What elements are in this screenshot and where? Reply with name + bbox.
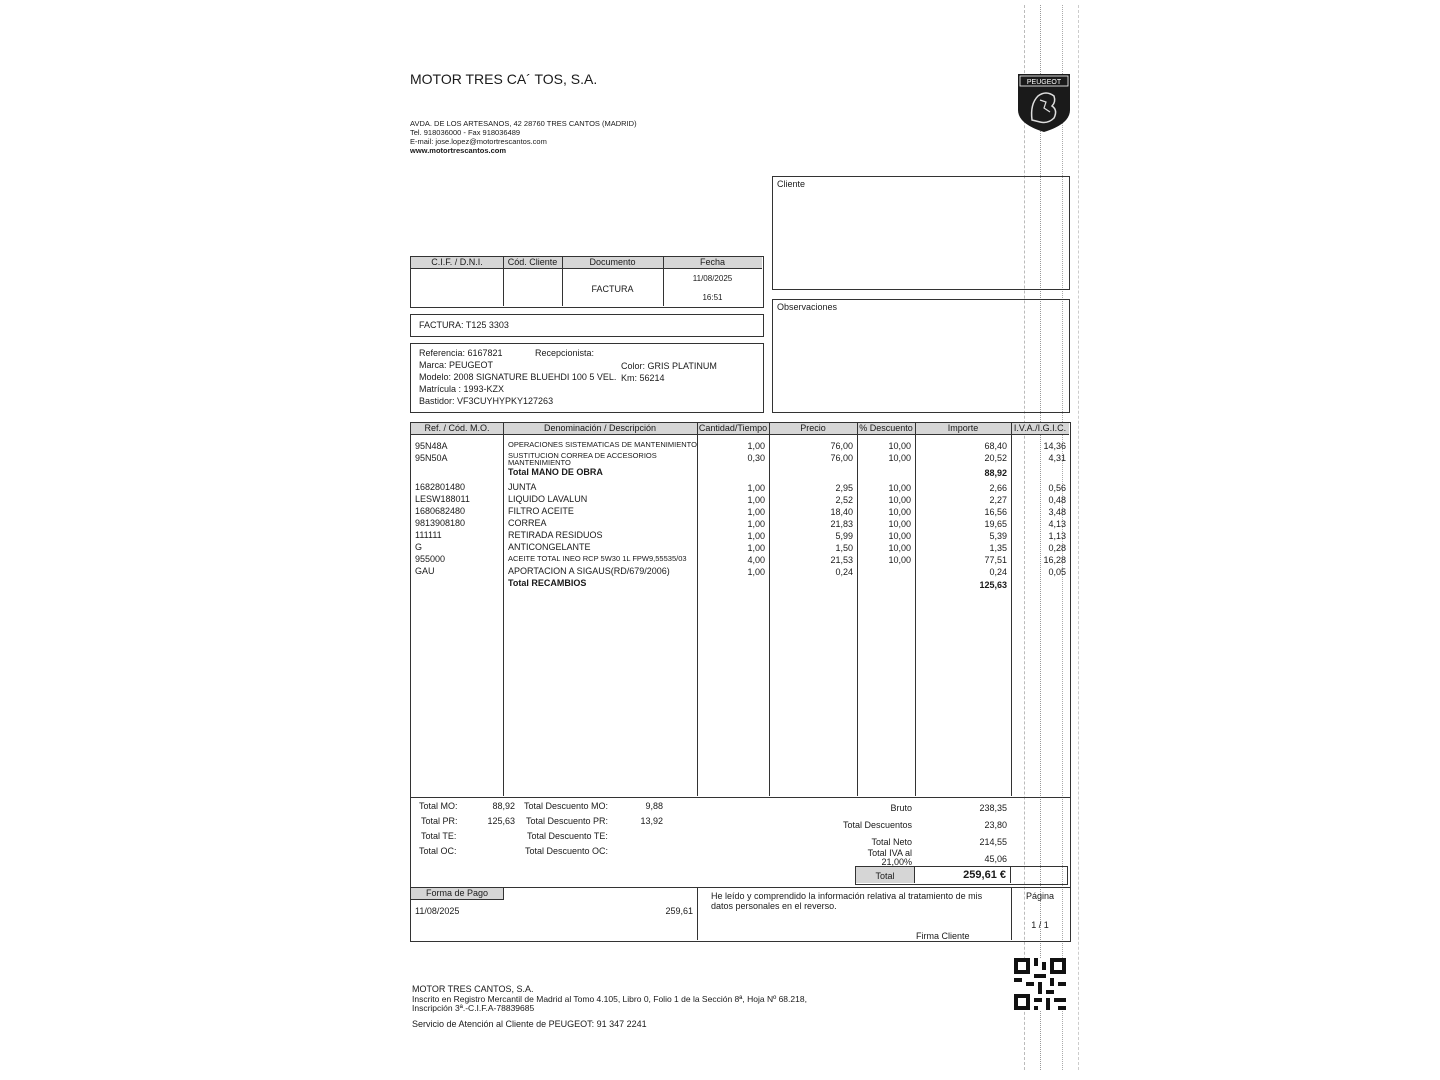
document-type: FACTURA xyxy=(591,284,634,294)
row-10-importe: 0,24 xyxy=(989,567,1007,577)
total-pr-value: 125,63 xyxy=(487,816,515,826)
grand-total-row xyxy=(855,866,1068,885)
qr-code xyxy=(1014,958,1066,1010)
company-email[interactable]: E-mail: jose.lopez@motortrescantos.com xyxy=(410,137,547,146)
row-4-importe: 2,27 xyxy=(989,495,1007,505)
row-1-desc-pct: 10,00 xyxy=(888,453,911,463)
vehicle-color: Color: GRIS PLATINUM xyxy=(621,361,717,371)
desc-oc-label: Total Descuento OC: xyxy=(525,846,609,856)
row-5-cant: 1,00 xyxy=(747,507,765,517)
company-name: MOTOR TRES CA´ TOS, S.A. xyxy=(410,71,598,87)
row-5-desc: FILTRO ACEITE xyxy=(508,506,574,516)
vehicle-referencia: Referencia: 6167821 xyxy=(419,348,503,358)
document-time: 16:51 xyxy=(702,293,723,302)
iva-label-2: 21,00% xyxy=(881,857,912,867)
totals-box xyxy=(410,797,1071,888)
row-0-desc: OPERACIONES SISTEMATICAS DE MANTENIMIENTO xyxy=(508,440,697,449)
privacy-notice: He leído y comprendido la información relativa al tratamiento de mis datos personales en el reverso. xyxy=(711,891,983,911)
header-fecha: Fecha xyxy=(699,257,725,267)
row-0-ref: 95N48A xyxy=(415,441,448,451)
scan-artifact xyxy=(1078,5,1080,1070)
total-pr-label: Total PR: xyxy=(421,816,458,826)
vehicle-recepcionista: Recepcionista: xyxy=(535,348,595,358)
row-2-importe: 88,92 xyxy=(984,468,1007,478)
neto-value: 214,55 xyxy=(979,837,1007,847)
row-8-desc-pct: 10,00 xyxy=(888,543,911,553)
items-table xyxy=(410,422,1071,798)
col-header-desc: Denominación / Descripción xyxy=(543,423,657,433)
footer-company: MOTOR TRES CANTOS, S.A. xyxy=(412,984,534,994)
row-3-desc: JUNTA xyxy=(508,482,537,492)
neto-label: Total Neto xyxy=(871,837,912,847)
row-5-iva: 3,48 xyxy=(1048,507,1066,517)
row-10-precio: 0,24 xyxy=(835,567,853,577)
payment-date: 11/08/2025 xyxy=(415,906,460,916)
header-cif: C.I.F. / D.N.I. xyxy=(431,257,483,267)
row-6-precio: 21,83 xyxy=(830,519,853,529)
col-header-iva: I.V.A./I.G.I.C. xyxy=(1013,423,1067,433)
total-mo-label: Total MO: xyxy=(419,801,458,811)
row-8-ref: G xyxy=(415,542,423,552)
col-header-ref: Ref. / Cód. M.O. xyxy=(424,423,490,433)
row-8-desc: ANTICONGELANTE xyxy=(508,542,591,552)
row-7-iva: 1,13 xyxy=(1048,531,1066,541)
row-8-iva: 0,28 xyxy=(1048,543,1066,553)
row-6-cant: 1,00 xyxy=(747,519,765,529)
row-9-iva: 16,28 xyxy=(1043,555,1066,565)
desc-mo-label: Total Descuento MO: xyxy=(524,801,609,811)
col-header-importe: Importe xyxy=(947,423,979,433)
row-9-desc: ACEITE TOTAL INEO RCP 5W30 1L FPW9,55535/03 xyxy=(508,554,687,563)
footer-registro: Inscrito en Registro Mercantil de Madrid al Tomo 4.105, Libro 0, Folio 1 de la Sección 8ª, Hoja Nº 68.218, xyxy=(412,994,807,1004)
footer-servicio: Servicio de Atención al Cliente de PEUGEOT: 91 347 2241 xyxy=(412,1019,647,1029)
desc-pr-value: 13,92 xyxy=(640,816,663,826)
row-9-cant: 4,00 xyxy=(747,555,765,565)
row-10-desc: APORTACION A SIGAUS(RD/679/2006) xyxy=(508,566,670,576)
iva-value: 45,06 xyxy=(984,854,1007,864)
row-8-precio: 1,50 xyxy=(835,543,853,553)
row-7-desc: RETIRADA RESIDUOS xyxy=(508,530,603,540)
row-7-ref: 111111 xyxy=(415,530,442,540)
row-3-desc-pct: 10,00 xyxy=(888,483,911,493)
row-10-cant: 1,00 xyxy=(747,567,765,577)
vehicle-km: Km: 56214 xyxy=(621,373,665,383)
row-1-importe: 20,52 xyxy=(984,453,1007,463)
descuentos-label: Total Descuentos xyxy=(842,820,912,830)
payment-label: Forma de Pago xyxy=(411,888,504,900)
vehicle-matricula: Matrícula : 1993-KZX xyxy=(419,384,505,394)
row-1-precio: 76,00 xyxy=(830,453,853,463)
header-documento: Documento xyxy=(589,257,636,267)
desc-pr-label: Total Descuento PR: xyxy=(526,816,609,826)
row-9-importe: 77,51 xyxy=(984,555,1007,565)
firma-cliente-label: Firma Cliente xyxy=(916,931,970,941)
iva-label-1: Total IVA al xyxy=(867,848,912,858)
row-8-importe: 1,35 xyxy=(989,543,1007,553)
row-1-desc: SUSTITUCION CORREA DE ACCESORIOS MANTENIMIENTO xyxy=(508,451,657,467)
pagina-value: 1 / 1 xyxy=(1031,920,1049,930)
row-4-desc-pct: 10,00 xyxy=(888,495,911,505)
row-10-ref: GAU xyxy=(415,566,435,576)
company-address: AVDA. DE LOS ARTESANOS, 42 28760 TRES CANTOS (MADRID) xyxy=(410,119,637,128)
observaciones-box xyxy=(772,299,1070,413)
row-8-cant: 1,00 xyxy=(747,543,765,553)
vehicle-bastidor: Bastidor: VF3CUYHYPKY127263 xyxy=(419,396,554,406)
grand-total-value: 259,61 € xyxy=(963,869,1006,881)
row-6-desc: CORREA xyxy=(508,518,547,528)
row-3-iva: 0,56 xyxy=(1048,483,1066,493)
row-3-ref: 1682801480 xyxy=(415,482,466,492)
col-header-descuento: % Descuento xyxy=(859,423,913,433)
row-1-cant: 0,30 xyxy=(747,453,765,463)
row-6-importe: 19,65 xyxy=(984,519,1007,529)
row-11-importe: 125,63 xyxy=(979,580,1007,590)
row-9-desc-pct: 10,00 xyxy=(888,555,911,565)
vehicle-info-box xyxy=(410,343,764,413)
row-0-precio: 76,00 xyxy=(830,441,853,451)
vehicle-marca: Marca: PEUGEOT xyxy=(419,360,494,370)
row-10-iva: 0,05 xyxy=(1048,567,1066,577)
footer-inscripcion: Inscripción 3ª.-C.I.F.A-78839685 xyxy=(412,1003,535,1013)
pagina-label: Página xyxy=(1025,891,1055,901)
header-cod-cliente: Cód. Cliente xyxy=(507,257,558,267)
invoice-number: FACTURA: T125 3303 xyxy=(419,320,509,330)
row-3-cant: 1,00 xyxy=(747,483,765,493)
descuentos-value: 23,80 xyxy=(984,820,1007,830)
vehicle-modelo: Modelo: 2008 SIGNATURE BLUEHDI 100 5 VEL. xyxy=(419,372,617,382)
row-4-desc: LIQUIDO LAVALUN xyxy=(508,494,588,504)
payment-amount: 259,61 xyxy=(665,906,693,916)
row-5-desc-pct: 10,00 xyxy=(888,507,911,517)
observaciones-label: Observaciones xyxy=(777,302,838,312)
row-3-precio: 2,95 xyxy=(835,483,853,493)
row-5-precio: 18,40 xyxy=(830,507,853,517)
row-9-ref: 955000 xyxy=(415,554,446,564)
row-6-iva: 4,13 xyxy=(1048,519,1066,529)
row-5-ref: 1680682480 xyxy=(415,506,466,516)
row-0-desc-pct: 10,00 xyxy=(888,441,911,451)
row-7-cant: 1,00 xyxy=(747,531,765,541)
grand-total-label: Total xyxy=(875,871,895,881)
company-website[interactable]: www.motortrescantos.com xyxy=(410,146,506,155)
row-4-ref: LESW188011 xyxy=(415,494,470,504)
row-4-cant: 1,00 xyxy=(747,495,765,505)
row-6-ref: 9813908180 xyxy=(415,518,466,528)
bruto-label: Bruto xyxy=(890,803,912,813)
brand-logo-text: PEUGEOT xyxy=(1026,79,1062,86)
row-7-desc-pct: 10,00 xyxy=(888,531,911,541)
col-header-cantidad: Cantidad/Tiempo xyxy=(698,423,768,433)
row-4-iva: 0,48 xyxy=(1048,495,1066,505)
desc-te-label: Total Descuento TE: xyxy=(527,831,608,841)
client-label: Cliente xyxy=(777,179,806,189)
row-0-importe: 68,40 xyxy=(984,441,1007,451)
row-1-ref: 95N50A xyxy=(415,453,448,463)
row-11-desc: Total RECAMBIOS xyxy=(508,578,587,588)
client-box xyxy=(772,176,1070,290)
document-date: 11/08/2025 xyxy=(692,274,733,283)
row-4-precio: 2,52 xyxy=(835,495,853,505)
row-2-desc: Total MANO DE OBRA xyxy=(508,467,603,477)
total-mo-value: 88,92 xyxy=(492,801,515,811)
total-te-label: Total TE: xyxy=(421,831,457,841)
row-5-importe: 16,56 xyxy=(984,507,1007,517)
row-0-cant: 1,00 xyxy=(747,441,765,451)
total-oc-label: Total OC: xyxy=(419,846,457,856)
row-1-iva: 4,31 xyxy=(1048,453,1066,463)
document-table xyxy=(410,256,764,308)
row-7-precio: 5,99 xyxy=(835,531,853,541)
col-header-precio: Precio xyxy=(800,423,826,433)
peugeot-logo xyxy=(1016,72,1072,134)
company-phone: Tel. 918036000 - Fax 918036489 xyxy=(410,128,521,137)
row-0-iva: 14,36 xyxy=(1043,441,1066,451)
row-6-desc-pct: 10,00 xyxy=(888,519,911,529)
invoice-number-box xyxy=(410,314,764,337)
row-3-importe: 2,66 xyxy=(989,483,1007,493)
payment-box xyxy=(410,887,1071,942)
bruto-value: 238,35 xyxy=(979,803,1007,813)
row-9-precio: 21,53 xyxy=(830,555,853,565)
desc-mo-value: 9,88 xyxy=(645,801,663,811)
row-7-importe: 5,39 xyxy=(989,531,1007,541)
